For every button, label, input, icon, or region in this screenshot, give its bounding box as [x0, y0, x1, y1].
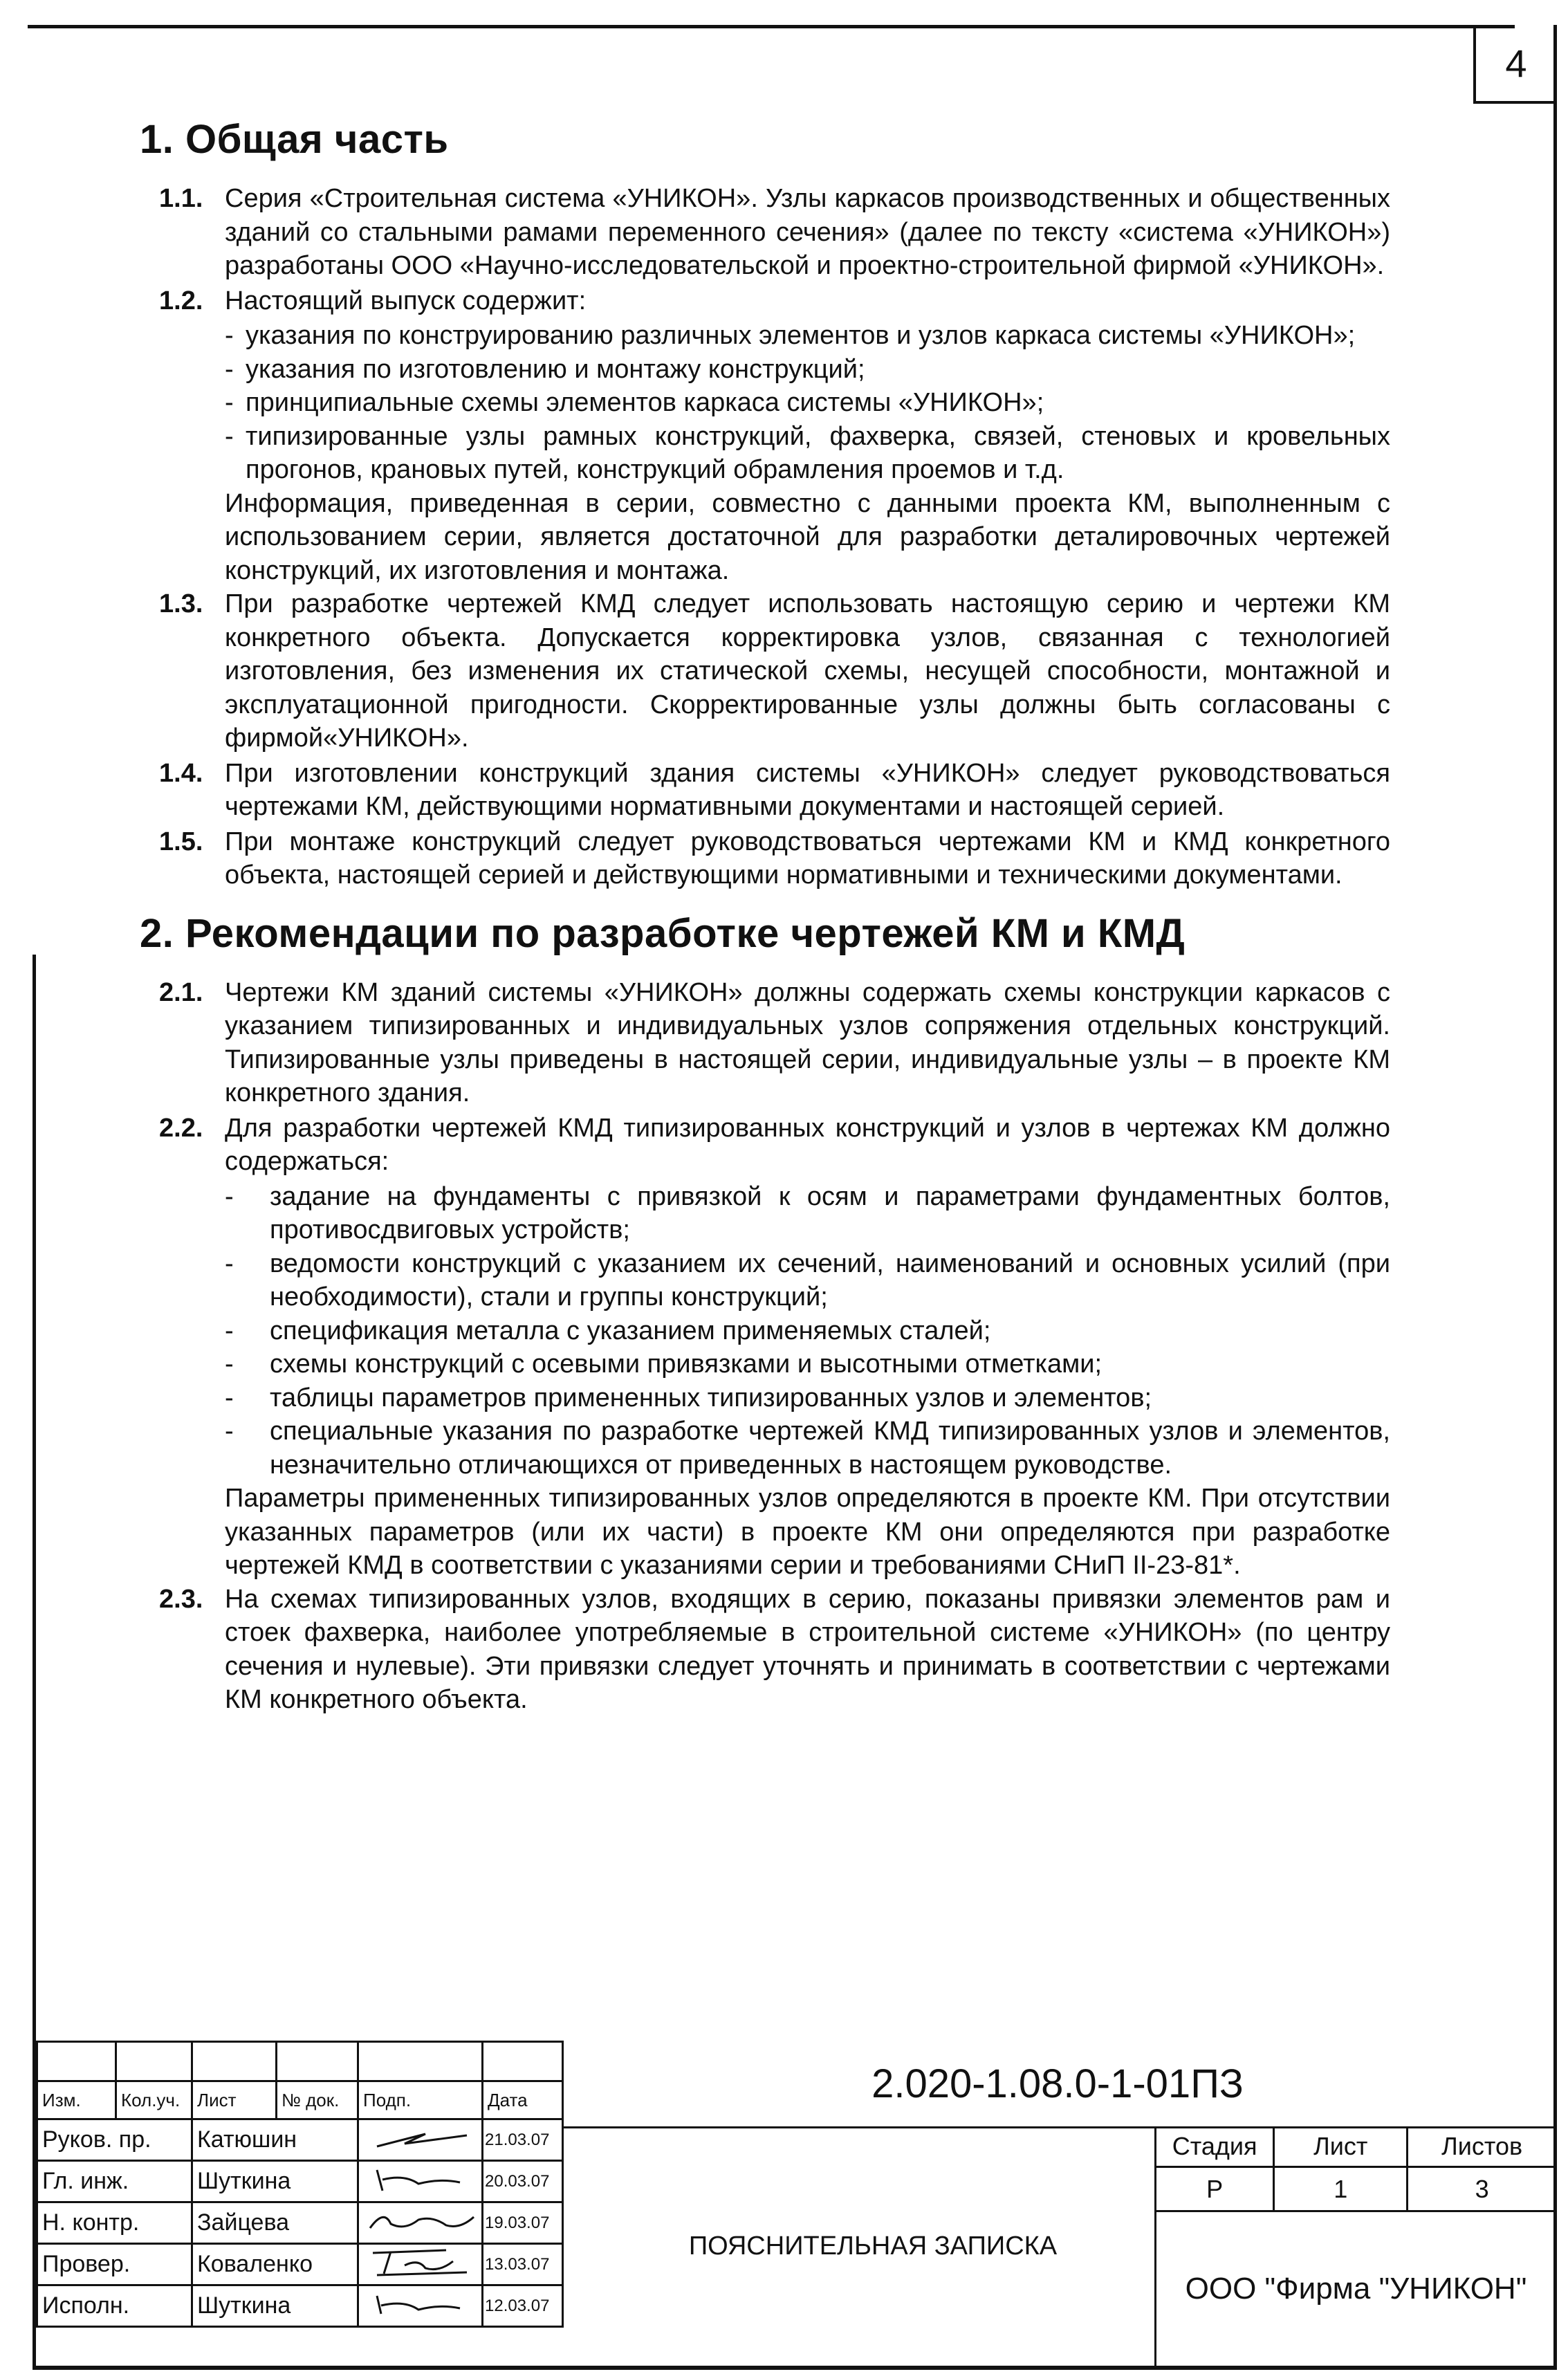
signature-image — [358, 2244, 483, 2285]
role-cell: Н. контр. — [37, 2202, 192, 2244]
sheet-value: 1 — [1275, 2168, 1408, 2212]
list-item: - ведомости конструкций с указанием их сечений, наименований и основных усилий (при необходимости), стали и группы конструкций; — [225, 1249, 1390, 1312]
paragraph-number: 1.2. — [159, 286, 203, 315]
table-row — [37, 2244, 563, 2285]
paragraph-text: На схемах типизированных узлов, входящих в серию, показаны привязки элементов рам и стоек фахверка, наиболее употребляемые в строительной системе «УНИКОН» (по центру сечения и нулевые). Эти привязки следует уточнять и принимать в соответствии с чертежами КМ конкретного объекта. — [225, 1584, 1390, 1714]
frame-top-border — [28, 25, 1515, 28]
name-cell: Шуткина — [192, 2161, 358, 2202]
list-item: - таблицы параметров примененных типизированных узлов и элементов; — [225, 1383, 1152, 1413]
name-cell: Шуткина — [192, 2285, 358, 2327]
frame-right-border — [1553, 25, 1557, 2370]
date-cell: 19.03.07 — [483, 2202, 563, 2244]
name-cell: Коваленко — [192, 2244, 358, 2285]
stage-header: Стадия — [1156, 2126, 1275, 2168]
paragraph-number: 1.5. — [159, 827, 203, 856]
list-item: - указания по конструированию различных элементов и узлов каркаса системы «УНИКОН»; — [225, 321, 1356, 350]
stage-value-row — [1156, 2168, 1556, 2212]
list-1-2 — [225, 319, 1390, 487]
paragraph-text: Настоящий выпуск содержит: — [225, 286, 587, 315]
list-item: - спецификация металла с указанием применяемых сталей; — [225, 1316, 991, 1345]
paragraph-number: 1.1. — [159, 184, 203, 213]
firm-name: ООО "Фирма "УНИКОН" — [1185, 2272, 1527, 2306]
document-code: 2.020-1.08.0-1-01ПЗ — [562, 2041, 1553, 2128]
role-cell: Руков. пр. — [37, 2119, 192, 2161]
section-1-title: 1. Общая часть — [140, 117, 449, 162]
role-cell: Гл. инж. — [37, 2161, 192, 2202]
list-item: - схемы конструкций с осевыми привязками и высотными отметками; — [225, 1350, 1103, 1379]
list-item: - типизированные узлы рамных конструкций, фахверка, связей, стеновых и кровельных прогонов, крановых путей, конструкций обрамления проемов и т.д. — [225, 421, 1390, 484]
header-cell: Кол.уч. — [116, 2081, 192, 2119]
table-row — [37, 2119, 563, 2161]
role-cell: Провер. — [37, 2244, 192, 2285]
paragraph-1-5 — [131, 825, 1390, 892]
paragraph-text: При монтаже конструкций следует руководствоваться чертежами КМ и КМД конкретного объекта, настоящей серией и действующими нормативными и техническими документами. — [225, 827, 1390, 890]
date-cell: 20.03.07 — [483, 2161, 563, 2202]
paragraph-number: 1.3. — [159, 589, 203, 618]
section-2-title: 2. Рекомендации по разработке чертежей КМ и КМД — [140, 910, 1186, 956]
sheet-header: Лист — [1275, 2126, 1408, 2168]
header-cell: Дата — [483, 2081, 563, 2119]
sheets-value: 3 — [1408, 2168, 1556, 2212]
paragraph-number: 1.4. — [159, 758, 203, 788]
paragraph-2-2-continuation: Параметры примененных типизированных узлов определяются в проекте КМ. При отсутствии указанных параметров (или их части) в проекте КМ они определяются при разработке чертежей КМД в соответствии с указаниями серии и требованиями СНиП II-23-81*. — [225, 1484, 1390, 1580]
paragraph-text: При разработке чертежей КМД следует использовать настоящую серию и чертежи КМ конкретного объекта. Допускается корректировка узлов, связанная с технологией изготовления, без изменения их статической схемы, несущей способности, монтажной и эксплуатационной пригодности. Скорректированные узлы должны быть согласованы с фирмой«УНИКОН». — [225, 589, 1390, 753]
document-name: ПОЯСНИТЕЛЬНАЯ ЗАПИСКА — [688, 2231, 1058, 2261]
stage-sheet-block — [1154, 2126, 1556, 2366]
header-cell: Изм. — [37, 2081, 116, 2119]
title-block-signature-table — [36, 2041, 564, 2328]
sheets-header: Листов — [1408, 2126, 1556, 2168]
paragraph-2-1 — [131, 976, 1390, 1110]
list-item: - указания по изготовлению и монтажу конструкций; — [225, 354, 865, 384]
paragraph-1-2-continuation: Информация, приведенная в серии, совместно с данными проекта КМ, выполненным с использованием серии, является достаточной для разработки деталировочных чертежей конструкций, их изготовления и монтажа. — [225, 488, 1390, 585]
list-item: - специальные указания по разработке чертежей КМД типизированных узлов и элементов, незначительно отличающихся от приведенных в настоящем руководстве. — [225, 1417, 1390, 1480]
name-cell: Зайцева — [192, 2202, 358, 2244]
header-cell: Лист — [192, 2081, 277, 2119]
stage-value: Р — [1156, 2168, 1275, 2212]
document-body — [131, 116, 1390, 1718]
paragraph-2-2 — [131, 1112, 1390, 1179]
frame-bottom-border — [33, 2366, 1554, 2370]
role-cell: Исполн. — [37, 2285, 192, 2327]
signature-image — [358, 2119, 483, 2161]
date-cell: 13.03.07 — [483, 2244, 563, 2285]
signature-image — [358, 2202, 483, 2244]
table-row — [37, 2202, 563, 2244]
date-cell: 12.03.07 — [483, 2285, 563, 2327]
paragraph-1-2 — [131, 284, 1390, 318]
paragraph-number: 2.1. — [159, 977, 203, 1007]
list-item: - принципиальные схемы элементов каркаса системы «УНИКОН»; — [225, 388, 1044, 417]
list-item: - задание на фундаменты с привязкой к осям и параметрами фундаментных болтов, противосдвиговых устройств; — [225, 1181, 1390, 1244]
title-block — [36, 2041, 1553, 2366]
stage-header-row — [1156, 2126, 1556, 2168]
paragraph-1-4 — [131, 757, 1390, 824]
paragraph-number: 2.3. — [159, 1584, 203, 1614]
paragraph-text: Серия «Строительная система «УНИКОН». Узлы каркасов производственных и общественных зданий со стальными рамами переменного сечения» (далее по тексту «система «УНИКОН») разработаны ООО «Научно-исследовательской и проектно-строительной фирмой «УНИКОН». — [225, 184, 1390, 280]
paragraph-1-1 — [131, 182, 1390, 283]
paragraph-number: 2.2. — [159, 1113, 203, 1143]
signature-image — [358, 2161, 483, 2202]
table-row — [37, 2161, 563, 2202]
header-cell: № док. — [277, 2081, 358, 2119]
date-cell: 21.03.07 — [483, 2119, 563, 2161]
paragraph-2-3 — [131, 1583, 1390, 1717]
name-cell: Катюшин — [192, 2119, 358, 2161]
paragraph-text: Для разработки чертежей КМД типизированных конструкций и узлов в чертежах КМ должно содержаться: — [225, 1113, 1390, 1176]
sheet-number: 4 — [1473, 25, 1556, 104]
signature-image — [358, 2285, 483, 2327]
paragraph-text: При изготовлении конструкций здания системы «УНИКОН» следует руководствоваться чертежами КМ, действующими нормативными документами и настоящей серией. — [225, 758, 1390, 821]
title-block-header-row — [37, 2081, 563, 2119]
list-2-2 — [225, 1180, 1390, 1482]
paragraph-1-3 — [131, 587, 1390, 755]
paragraph-text: Чертежи КМ зданий системы «УНИКОН» должны содержать схемы конструкции каркасов с указанием типизированных и индивидуальных узлов сопряжения отдельных конструкций. Типизированные узлы приведены в настоящей серии, индивидуальные узлы – в проекте КМ конкретного здания. — [225, 977, 1390, 1107]
table-row — [37, 2285, 563, 2327]
header-cell: Подп. — [358, 2081, 483, 2119]
